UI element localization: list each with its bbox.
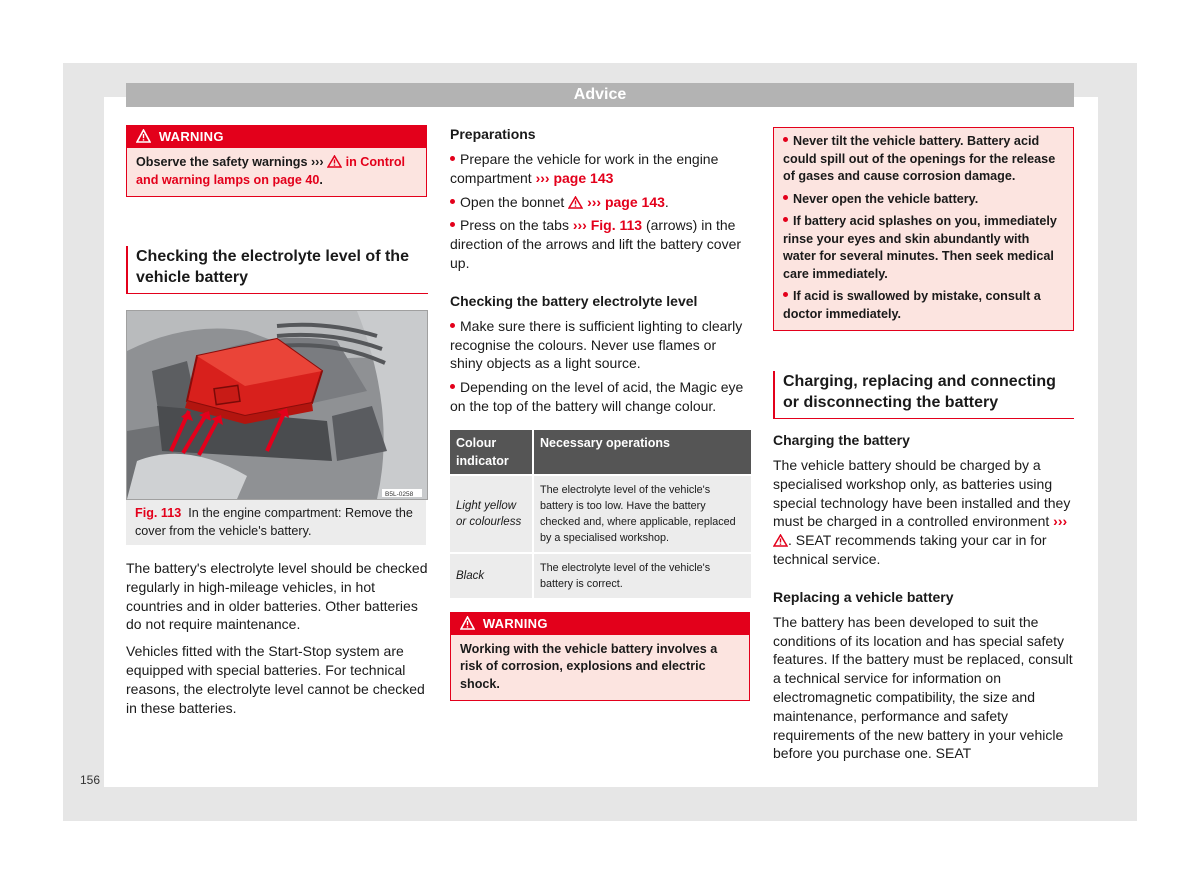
bullet-icon [450, 384, 455, 389]
warning-item [783, 191, 1064, 209]
list-item [450, 150, 751, 188]
warning-item-text: Never tilt the vehicle battery. Battery acid could spill out of the openings for the release of gases and cause corrosion damage. [783, 134, 1056, 183]
replacing-title: Replacing a vehicle battery [773, 588, 954, 605]
table-cell-indicator: Light yellow or colourless [450, 476, 532, 552]
table-row [450, 554, 751, 598]
engine-compartment-illustration [126, 310, 428, 500]
warning-item-text: If acid is swallowed by mistake, consult a doctor immediately. [783, 289, 1041, 321]
section-title-electrolyte: Checking the electrolyte level of the vehicle battery [126, 246, 428, 294]
table-cell-indicator: Black [450, 554, 532, 598]
page-number: 156 [80, 773, 101, 787]
engine-illustration-svg [127, 311, 427, 499]
column-right [773, 125, 1074, 763]
warning-triangle-icon [136, 129, 151, 143]
charging-title: Charging the battery [773, 432, 910, 448]
paragraph-intro: The battery's electrolyte level should be checked regularly in high-mileage vehicles, in hot countries and in older batteries. Other batteries do not require maintenance. [126, 560, 428, 633]
list-item [450, 317, 751, 373]
figure-label: Fig. 113 [135, 506, 182, 520]
bullet-icon [783, 195, 788, 200]
list-item [450, 216, 751, 272]
list-item [450, 193, 751, 212]
bullet-text: Press on the tabs [460, 217, 573, 234]
figure-caption [126, 500, 426, 545]
column-middle [450, 125, 751, 701]
punctuation: . [319, 172, 323, 187]
reference-arrows: ››› [572, 217, 587, 234]
warning-box-continued [773, 127, 1074, 331]
column-left [126, 125, 428, 717]
punctuation: . [664, 193, 669, 210]
warning-body: Working with the vehicle battery involves a risk of corrosion, explosions and electric shock. [460, 641, 718, 691]
table-cell-operation: The electrolyte level of the vehicle's battery is too low. Have the battery checked and, where applicable, replaced by a specialised workshop. [532, 476, 751, 552]
column-header: Necessary operations [532, 430, 751, 474]
reference-arrows: ››› [1053, 513, 1068, 530]
page-reference-link[interactable]: ››› page 143 [587, 193, 665, 210]
bullet-text: Depending on the level of acid, the Magic eye on the top of the battery will change colour. [450, 379, 744, 414]
bullet-icon [783, 137, 788, 142]
warning-box-control-lamps [126, 125, 427, 197]
bullet-icon [783, 217, 788, 222]
warning-triangle-icon [327, 155, 342, 168]
table-header-row [450, 430, 751, 474]
bullet-text: (arrows) in the direction of the arrows and lift the battery cover up. [450, 217, 742, 271]
warning-triangle-icon [460, 616, 475, 630]
warning-item [783, 288, 1064, 323]
bullet-icon [450, 222, 455, 227]
bullet-icon [450, 199, 455, 204]
bullet-text: Make sure there is sufficient lighting to clearly recognise the colours. Never use flames or shiny objects as a light source. [450, 317, 743, 372]
bullet-icon [450, 156, 455, 161]
colour-indicator-table [450, 428, 751, 600]
warning-body [127, 148, 426, 196]
section-title-charging: Charging, replacing and connecting or disconnecting the battery [773, 371, 1074, 419]
table-row [450, 476, 751, 552]
figure-code: B5L-0258 [385, 491, 414, 498]
column-header: Colour indicator [450, 430, 532, 474]
paragraph-text: The vehicle battery should be charged by a specialised workshop only, as batteries using special technology have been installed and they must be charged in a controlled environment [773, 457, 1071, 530]
paragraph-start-stop: Vehicles fitted with the Start-Stop system are equipped with special batteries. For technical reasons, the electrolyte level cannot be checked in these batteries. [126, 643, 425, 716]
checking-title: Checking the battery electrolyte level [450, 292, 698, 309]
reference-arrows: ››› [310, 155, 324, 169]
warning-item [783, 133, 1064, 186]
warning-item-text: Never open the vehicle battery. [793, 191, 979, 206]
warning-header [127, 126, 426, 148]
paragraph-text: . SEAT recommends taking your car in for technical service. [773, 532, 1047, 567]
table-cell-operation: The electrolyte level of the vehicle's battery is correct. [532, 554, 751, 598]
warning-label: WARNING [158, 129, 224, 144]
cross-reference-link[interactable]: in Control and warning lamps on page 40 [136, 155, 406, 187]
warning-item [783, 213, 1064, 283]
warning-body [774, 128, 1073, 330]
list-item [450, 378, 751, 416]
warning-text: Observe the safety warnings [136, 155, 311, 169]
warning-item-text: If battery acid splashes on you, immediately rinse your eyes and skin abundantly with water for several minutes. Then seek medical care immediately. [783, 214, 1057, 281]
warning-triangle-icon [568, 196, 583, 209]
bullet-text: Open the bonnet [460, 193, 569, 210]
warning-label: WARNING [482, 615, 548, 631]
figure-113 [126, 310, 428, 545]
replacing-paragraph: The battery has been developed to suit the conditions of its location and has special safety features. If the battery must be replaced, consult a technical service for information on electromagnetic compatibility, the size and maintenance, performance and safety requirements of the new battery in your vehicle before you purchase one. SEAT [773, 613, 1073, 762]
charging-paragraph [773, 456, 1074, 569]
bullet-text: Prepare the vehicle for work in the engine compartment [450, 151, 719, 186]
warning-box-corrosion [450, 612, 750, 702]
figure-reference-link[interactable]: Fig. 113 [590, 217, 643, 234]
caption-text: In the engine compartment: Remove the cover from the vehicle's battery. [135, 506, 413, 538]
warning-triangle-icon [773, 534, 788, 547]
preparations-title: Preparations [450, 126, 536, 142]
warning-header [451, 613, 749, 635]
page-reference-link[interactable]: ››› page 143 [535, 169, 614, 186]
bullet-icon [783, 292, 788, 297]
page-header: Advice [126, 83, 1074, 107]
bullet-icon [450, 323, 455, 328]
